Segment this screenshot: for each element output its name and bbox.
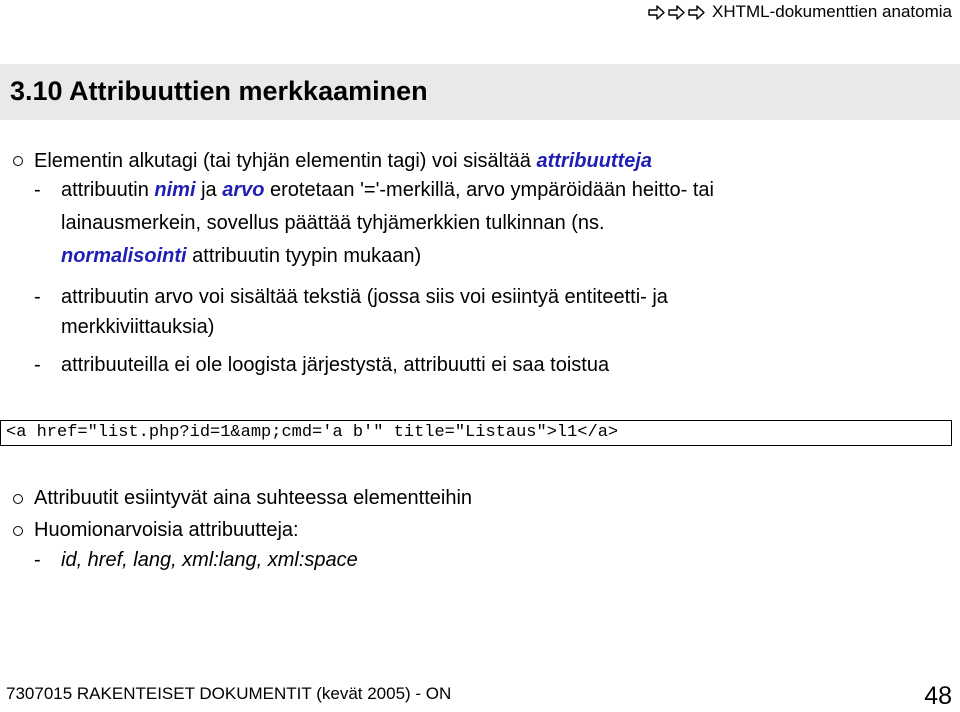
sub-item-line: attribuuteilla ei ole loogista järjestystä, attribuutti ei saa toistua [61,354,610,376]
emphasis-term: arvo [222,179,265,201]
dash-marker: - [34,549,41,571]
sub-item-line: lainausmerkein, sovellus päättää tyhjämerkkien tulkinnan (ns. [61,212,605,234]
emphasis-term: normalisointi [61,245,187,267]
header-title: XHTML-dokumenttien anatomia [711,2,952,21]
bullet-item: Huomionarvoisia attribuutteja: [34,519,299,541]
slide-header [648,0,952,24]
emphasis-term: nimi [154,179,196,201]
footer-course-info: 7307015 RAKENTEISET DOKUMENTIT (kevät 2005) - ON [6,684,452,703]
sub-item-line: id, href, lang, xml:lang, xml:space [61,549,358,571]
code-example: <a href="list.php?id=1&amp;cmd='a b'" title="Listaus">l1</a> [6,423,619,442]
right-arrow-icon [648,4,665,21]
sub-item-line: merkkiviittauksia) [61,316,215,338]
right-arrow-icon [668,4,685,21]
sub-item-line: attribuutin nimi ja arvo erotetaan '='-merkillä, arvo ympäröidään heitto- tai [61,179,714,201]
bullet-icon [13,526,23,536]
slide-title: 3.10 Attribuuttien merkkaaminen [10,76,428,106]
dash-marker: - [34,354,41,376]
sub-item-line: normalisointi attribuutin tyypin mukaan) [61,245,422,267]
bullet-item: Attribuutit esiintyvät aina suhteessa elementteihin [34,487,473,509]
code-example-box [0,420,952,446]
slide-title-band [0,64,960,120]
bullet-icon [13,494,23,504]
emphasis-term: attribuutteja [536,150,653,172]
bullet-icon [13,156,23,166]
right-arrow-icon [688,4,705,21]
page-number: 48 [924,682,952,710]
bullet-item: Elementin alkutagi (tai tyhjän elementin tagi) voi sisältää attribuutteja [34,150,653,172]
dash-marker: - [34,286,41,308]
sub-item-line: attribuutin arvo voi sisältää tekstiä (jossa siis voi esiintyä entiteetti- ja [61,286,668,308]
dash-marker: - [34,179,41,201]
